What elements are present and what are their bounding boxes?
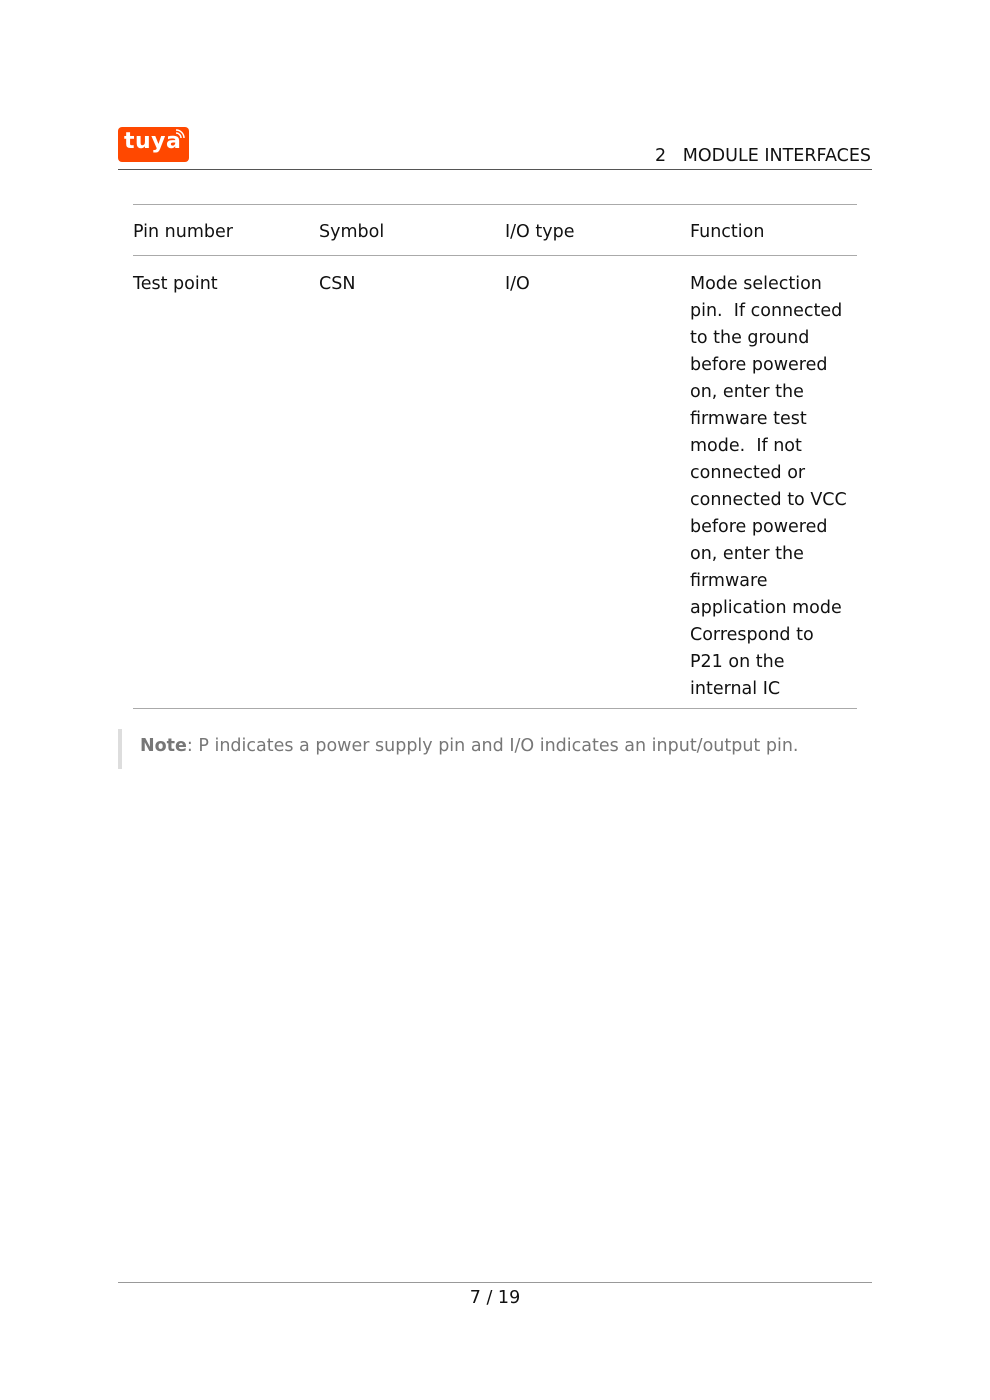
cell-io-type: I/O <box>505 274 530 294</box>
cell-function <box>690 271 860 703</box>
cell-symbol: CSN <box>319 274 356 294</box>
function-line: before powered <box>690 355 828 375</box>
column-header-function: Function <box>690 222 765 242</box>
function-line: Mode selection <box>690 274 822 294</box>
function-line: firmware <box>690 571 768 591</box>
table-top-rule <box>133 204 857 205</box>
function-line: pin. If connected <box>690 301 843 321</box>
note-accent-bar <box>118 729 122 769</box>
note-label: Note <box>140 736 187 756</box>
note-text <box>140 736 798 756</box>
function-line: on, enter the <box>690 544 804 564</box>
function-line: firmware test <box>690 409 807 429</box>
wifi-wave-icon <box>175 129 185 139</box>
page-number: 7 / 19 <box>469 1288 521 1308</box>
footer-divider <box>118 1282 872 1283</box>
section-title: 2 MODULE INTERFACES <box>654 146 871 166</box>
function-line: connected to VCC <box>690 490 847 510</box>
note-body: : P indicates a power supply pin and I/O indicates an input/output pin. <box>186 736 799 756</box>
function-line: mode. If not <box>690 436 802 456</box>
table-header-rule <box>133 255 857 256</box>
function-line: application mode <box>690 598 842 618</box>
logo-text: tuya <box>124 129 182 154</box>
function-line: P21 on the <box>690 652 785 672</box>
function-line: connected or <box>690 463 806 483</box>
table-bottom-rule <box>133 708 857 709</box>
function-line: internal IC <box>690 679 781 699</box>
column-header-pin-number: Pin number <box>133 222 233 242</box>
column-header-io-type: I/O type <box>505 222 575 242</box>
function-line: Correspond to <box>690 625 814 645</box>
column-header-symbol: Symbol <box>319 222 385 242</box>
note-block <box>118 729 838 769</box>
function-line: on, enter the <box>690 382 804 402</box>
function-line: before powered <box>690 517 828 537</box>
function-line: to the ground <box>690 328 810 348</box>
tuya-logo <box>118 127 189 162</box>
header-divider <box>118 169 872 170</box>
cell-pin-number: Test point <box>133 274 218 294</box>
